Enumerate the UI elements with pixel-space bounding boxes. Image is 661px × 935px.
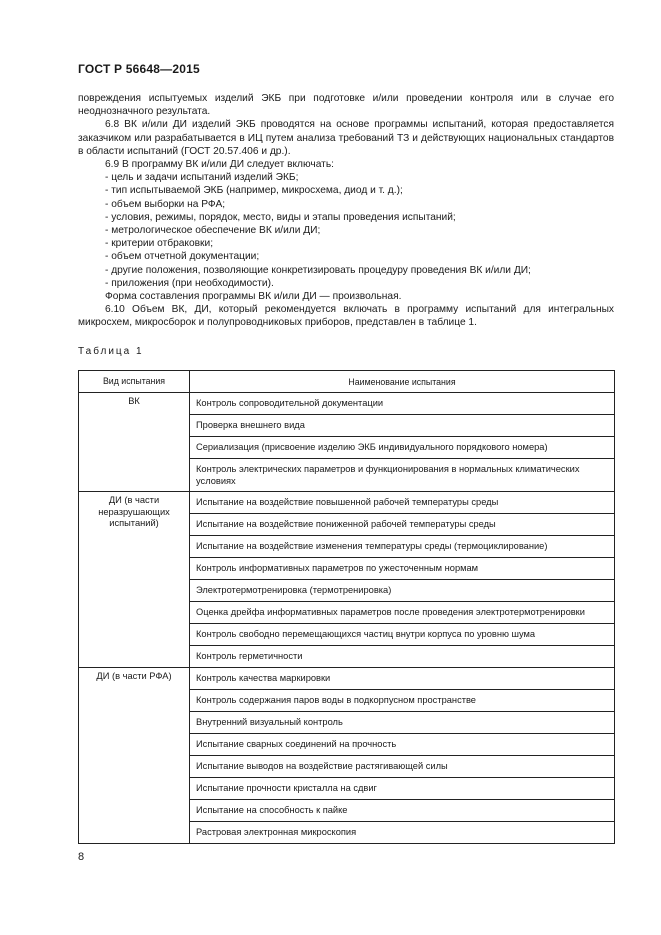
list-item: - другие положения, позволяющие конкретизировать процедуру проведения ВК и/или ДИ;: [105, 264, 531, 276]
list-item: - критерии отбраковки;: [105, 238, 214, 250]
test-name-cell: Испытание выводов на воздействие растягивающей силы: [190, 756, 615, 778]
table-row: [79, 668, 615, 690]
test-name-cell: Контроль информативных параметров по ужесточенным нормам: [190, 558, 615, 580]
paragraph-6-8: 6.8 ВК и/или ДИ изделий ЭКБ проводятся на основе программы испытаний, которая предоставляется заказчиком или разрабатывается в ИЦ путем анализа требований ТЗ и действующих национальных стандартов в области испытаний (ГОСТ 20.57.406 и др.).: [78, 119, 614, 157]
list-item: - объем выборки на РФА;: [105, 198, 226, 210]
page-number: 8: [78, 851, 85, 863]
list-item: - метрологическое обеспечение ВК и/или ДИ;: [105, 225, 321, 237]
test-name-cell: Контроль свободно перемещающихся частиц внутри корпуса по уровню шума: [190, 624, 615, 646]
paragraph-form: Форма составления программы ВК и/или ДИ — произвольная.: [105, 291, 402, 303]
tests-table: [78, 370, 615, 844]
list-item: - объем отчетной документации;: [105, 251, 260, 263]
paragraph-6-10: 6.10 Объем ВК, ДИ, который рекомендуется включать в программу испытаний для интегральных микросхем, микросборок и полупроводниковых приборов, представлен в таблице 1.: [78, 304, 614, 329]
test-name-cell: Испытание на воздействие пониженной рабочей температуры среды: [190, 514, 615, 536]
test-name-cell: Испытание на способность к пайке: [190, 800, 615, 822]
test-name-cell: Проверка внешнего вида: [190, 415, 615, 437]
table-caption: Таблица 1: [78, 346, 144, 357]
test-name-cell: Контроль содержания паров воды в подкорпусном пространстве: [190, 690, 615, 712]
test-name-cell: Оценка дрейфа информативных параметров после проведения электротермотренировки: [190, 602, 615, 624]
test-type-cell: ДИ (в части РФА): [79, 668, 190, 844]
list-item: - условия, режимы, порядок, место, виды и этапы проведения испытаний;: [105, 211, 456, 223]
test-name-cell: Внутренний визуальный контроль: [190, 712, 615, 734]
test-name-cell: Растровая электронная микроскопия: [190, 822, 615, 844]
test-type-cell: ДИ (в части неразрушающих испытаний): [79, 492, 190, 668]
list-item: - цель и задачи испытаний изделий ЭКБ;: [105, 172, 299, 184]
test-name-cell: Испытание на воздействие повышенной рабочей температуры среды: [190, 492, 615, 514]
test-name-cell: Контроль электрических параметров и функционирования в нормальных климатических условиях: [190, 459, 615, 492]
table-row: [79, 393, 615, 415]
list-item: - приложения (при необходимости).: [105, 277, 274, 289]
table-header-row: [79, 371, 615, 393]
test-name-cell: Испытание на воздействие изменения температуры среды (термоциклирование): [190, 536, 615, 558]
test-name-cell: Испытание прочности кристалла на сдвиг: [190, 778, 615, 800]
column-header-type: Вид испытания: [79, 371, 190, 393]
test-name-cell: Контроль сопроводительной документации: [190, 393, 615, 415]
list-item: - тип испытываемой ЭКБ (например, микросхема, диод и т. д.);: [105, 185, 403, 197]
test-type-cell: ВК: [79, 393, 190, 492]
test-name-cell: Электротермотренировка (термотренировка): [190, 580, 615, 602]
table-row: [79, 492, 615, 514]
paragraph-6-9: 6.9 В программу ВК и/или ДИ следует включать:: [105, 159, 334, 171]
document-header: ГОСТ Р 56648—2015: [78, 62, 200, 76]
test-name-cell: Контроль качества маркировки: [190, 668, 615, 690]
test-name-cell: Испытание сварных соединений на прочность: [190, 734, 615, 756]
column-header-name: Наименование испытания: [190, 371, 615, 393]
paragraph-continuation: повреждения испытуемых изделий ЭКБ при подготовке и/или проведении контроля или в случае его неоднозначного результата.: [78, 93, 614, 118]
test-name-cell: Контроль герметичности: [190, 646, 615, 668]
body-text: [78, 92, 614, 330]
test-name-cell: Сериализация (присвоение изделию ЭКБ индивидуального порядкового номера): [190, 437, 615, 459]
